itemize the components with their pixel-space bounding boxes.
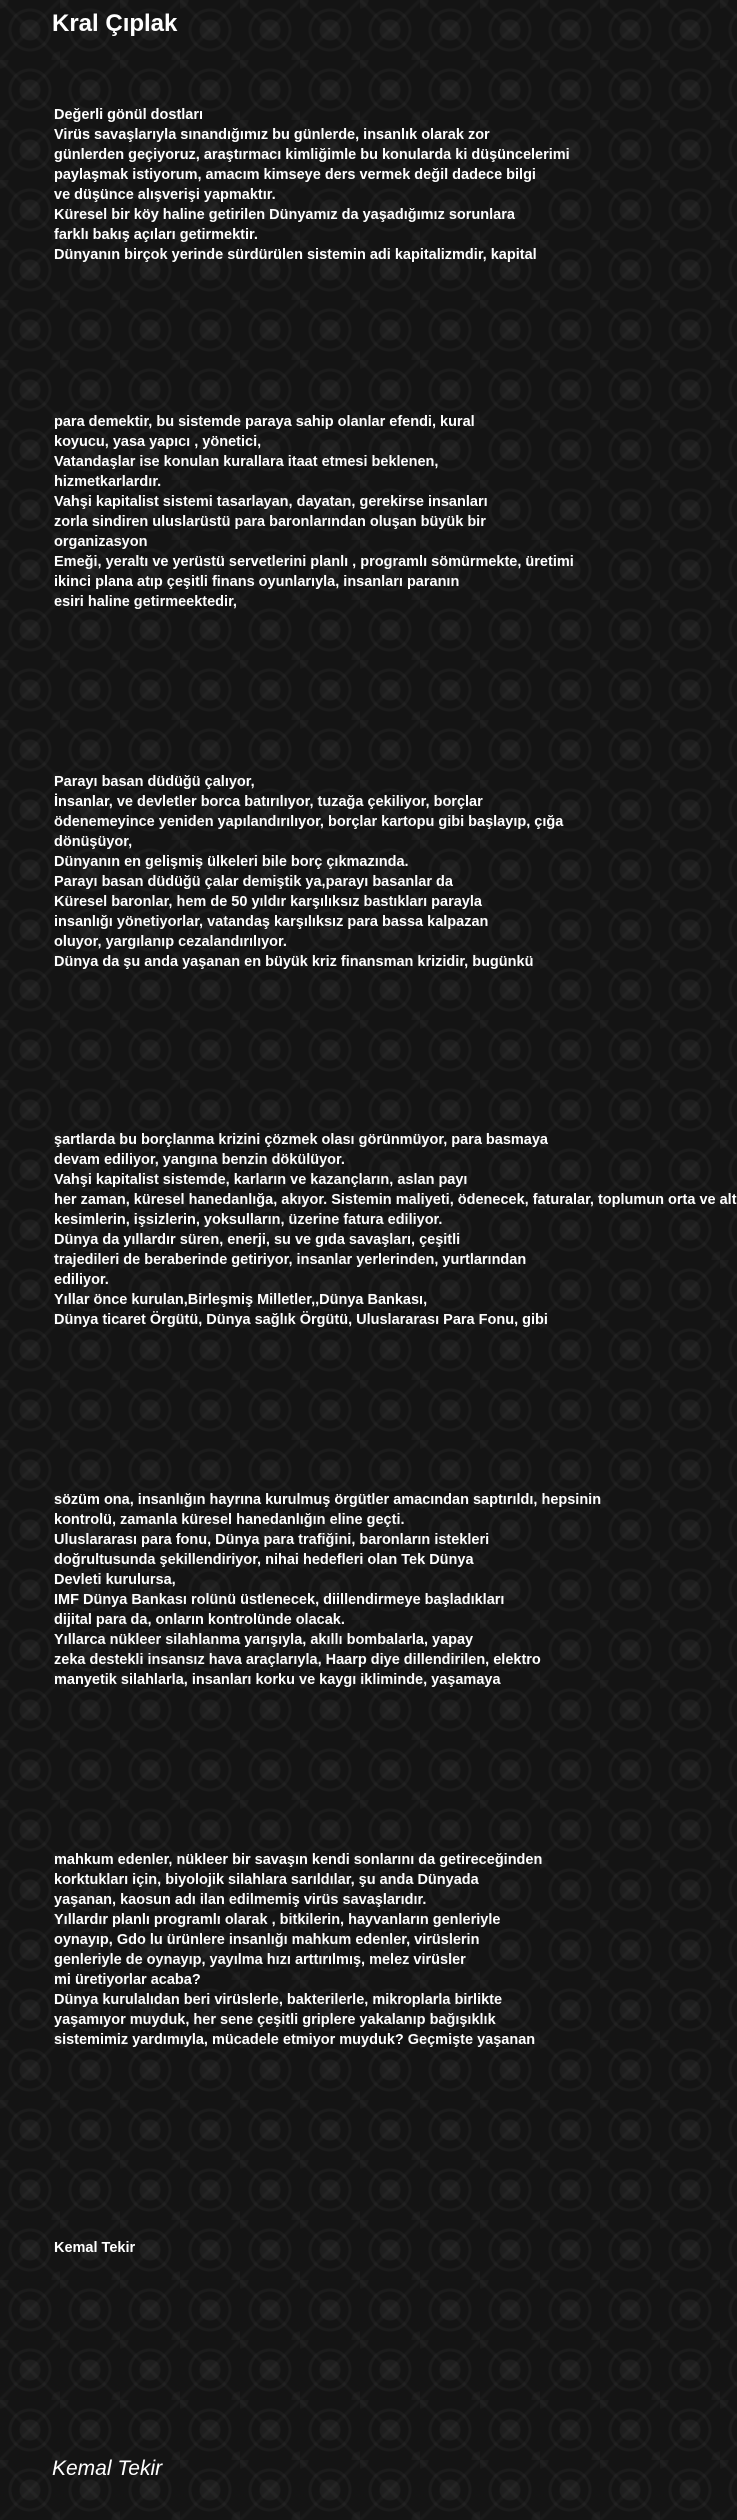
poem-line: esiri haline getirmeektedir, [54, 594, 237, 610]
poem-title: Kral Çıplak [52, 10, 178, 37]
poem-line: oluyor, yargılanıp cezalandırılıyor. [54, 934, 287, 950]
poem-line: ödenemeyince yeniden yapılandırılıyor, borçlar kartopu gibi başlayıp, çığa [54, 814, 564, 830]
poem-line: korktukları için, biyolojik silahlara sarıldılar, şu anda Dünyada [54, 1872, 479, 1888]
poem-line: genleriyle de oynayıp, yayılma hızı arttırılmış, melez virüsler [54, 1952, 466, 1968]
stanza-1 [54, 105, 654, 265]
poem-line: mi üretiyorlar acaba? [54, 1972, 201, 1988]
poem-line: Parayı basan düdüğü çalar demiştik ya,parayı basanlar da [54, 874, 453, 890]
poem-line: koyucu, yasa yapıcı , yönetici, [54, 434, 262, 450]
poem-line: günlerden geçiyoruz, araştırmacı kimliğimle bu konularda ki düşüncelerimi [54, 147, 570, 163]
poem-line: para demektir, bu sistemde paraya sahip olanlar efendi, kural [54, 414, 475, 430]
poem-line: Değerli gönül dostları [54, 107, 204, 123]
poem-line: sistemimiz yardımıyla, mücadele etmiyor muyduk? Geçmişte yaşanan [54, 2032, 536, 2048]
stanza-2 [54, 412, 654, 612]
poem-line: Küresel baronlar, hem de 50 yıldır karşılıksız bastıkları parayla [54, 894, 482, 910]
poem-line: dönüşüyor, [54, 834, 133, 850]
poem-line: sözüm ona, insanlığın hayrına kurulmuş örgütler amacından saptırıldı, hepsinin [54, 1492, 602, 1508]
poem-line: Dünyanın birçok yerinde sürdürülen sistemin adi kapitalizmdir, kapital [54, 247, 537, 263]
stanza-6 [54, 1850, 654, 2050]
poem-line: paylaşmak istiyorum, amacım kimseye ders vermek değil dadece bilgi [54, 167, 536, 183]
poem-line: Vahşi kapitalist sistemi tasarlayan, dayatan, gerekirse insanları [54, 494, 488, 510]
poem-line: ve düşünce alışverişi yapmaktır. [54, 187, 276, 203]
poem-line: Dünya kurulalıdan beri virüslerle, bakterilerle, mikroplarla birlikte [54, 1992, 503, 2008]
stanza-3 [54, 772, 654, 972]
poem-line: kesimlerin, işsizlerin, yoksulların, üzerine fatura ediliyor. [54, 1212, 443, 1228]
poem-line: her zaman, küresel hanedanlığa, akıyor. Sistemin maliyeti, ödenecek, faturalar, toplumun orta ve alt [54, 1192, 737, 1208]
poem-line: Yıllardır planlı programlı olarak , bitkilerin, hayvanların genleriyle [54, 1912, 501, 1928]
poem-line: organizasyon [54, 534, 148, 550]
poem-line: Yıllarca nükleer silahlanma yarışıyla, akıllı bombalarla, yapay [54, 1632, 474, 1648]
poem-line: devam ediliyor, yangına benzin dökülüyor. [54, 1152, 345, 1168]
poem-line: Yıllar önce kurulan,Birleşmiş Milletler,,Dünya Bankası, [54, 1292, 428, 1308]
poem-line: insanlığı yönetiyorlar, vatandaş karşılıksız para bassa kalpazan [54, 914, 489, 930]
poem-line: yaşamıyor muyduk, her sene çeşitli griplere yakalanıp bağışıklık [54, 2012, 496, 2028]
poem-line: Vahşi kapitalist sistemde, karların ve kazançların, aslan payı [54, 1172, 468, 1188]
poem-line: İnsanlar, ve devletler borca batırılıyor, tuzağa çekiliyor, borçlar [54, 794, 483, 810]
poem-line: Dünyanın en gelişmiş ülkeleri bile borç çıkmazında. [54, 854, 409, 870]
author-signature: Kemal Tekir [54, 2240, 136, 2256]
poem-line: Vatandaşlar ise konulan kurallara itaat etmesi beklenen, [54, 454, 439, 470]
poem-line: Uluslararası para fonu, Dünya para trafiğini, baronların istekleri [54, 1532, 490, 1548]
poem-line: ikinci plana atıp çeşitli finans oyunlarıyla, insanları paranın [54, 574, 460, 590]
poem-line: IMF Dünya Bankası rolünü üstlenecek, diillendirmeye başladıkları [54, 1592, 505, 1608]
poem-line: Devleti kurulursa, [54, 1572, 176, 1588]
footer-author-link[interactable]: Kemal Tekir [52, 2457, 163, 2480]
poem-line: trajedileri de beraberinde getiriyor, insanlar yerlerinden, yurtlarından [54, 1252, 527, 1268]
poem-line: ediliyor. [54, 1272, 109, 1288]
poem-line: dijital para da, onların kontrolünde olacak. [54, 1612, 345, 1628]
poem-line: yaşanan, kaosun adı ilan edilmemiş virüs savaşlarıdır. [54, 1892, 427, 1908]
poem-line: Dünya ticaret Örgütü, Dünya sağlık Örgütü, Uluslararası Para Fonu, gibi [54, 1312, 548, 1328]
poem-line: oynayıp, Gdo lu ürünlere insanlığı mahkum edenler, virüslerin [54, 1932, 480, 1948]
poem-line: Küresel bir köy haline getirilen Dünyamız da yaşadığımız sorunlara [54, 207, 515, 223]
poem-line: manyetik silahlarla, insanları korku ve kaygı ikliminde, yaşamaya [54, 1672, 501, 1688]
poem-line: Virüs savaşlarıyla sınandığımız bu günlerde, insanlık olarak zor [54, 127, 490, 143]
poem-line: mahkum edenler, nükleer bir savaşın kendi sonlarını da getireceğinden [54, 1852, 543, 1868]
poem-line: kontrolü, zamanla küresel hanedanlığın eline geçti. [54, 1512, 405, 1528]
stanza-4 [54, 1130, 737, 1330]
poem-line: doğrultusunda şekillendiriyor, nihai hedefleri olan Tek Dünya [54, 1552, 474, 1568]
poem-line: zorla sindiren uluslarüstü para baronlarından oluşan büyük bir [54, 514, 486, 530]
poem-line: Emeği, yeraltı ve yerüstü servetlerini planlı , programlı sömürmekte, üretimi [54, 554, 574, 570]
poem-line: şartlarda bu borçlanma krizini çözmek olası görünmüyor, para basmaya [54, 1132, 548, 1148]
poem-line: hizmetkarlardır. [54, 474, 162, 490]
poem-line: farklı bakış açıları getirmektir. [54, 227, 258, 243]
stanza-5 [54, 1490, 654, 1690]
poem-line: Dünya da şu anda yaşanan en büyük kriz finansman krizidir, bugünkü [54, 954, 534, 970]
poem-line: zeka destekli insansız hava araçlarıyla, Haarp diye dillendirilen, elektro [54, 1652, 541, 1668]
poem-line: Parayı basan düdüğü çalıyor, [54, 774, 255, 790]
poem-line: Dünya da yıllardır süren, enerji, su ve gıda savaşları, çeşitli [54, 1232, 461, 1248]
